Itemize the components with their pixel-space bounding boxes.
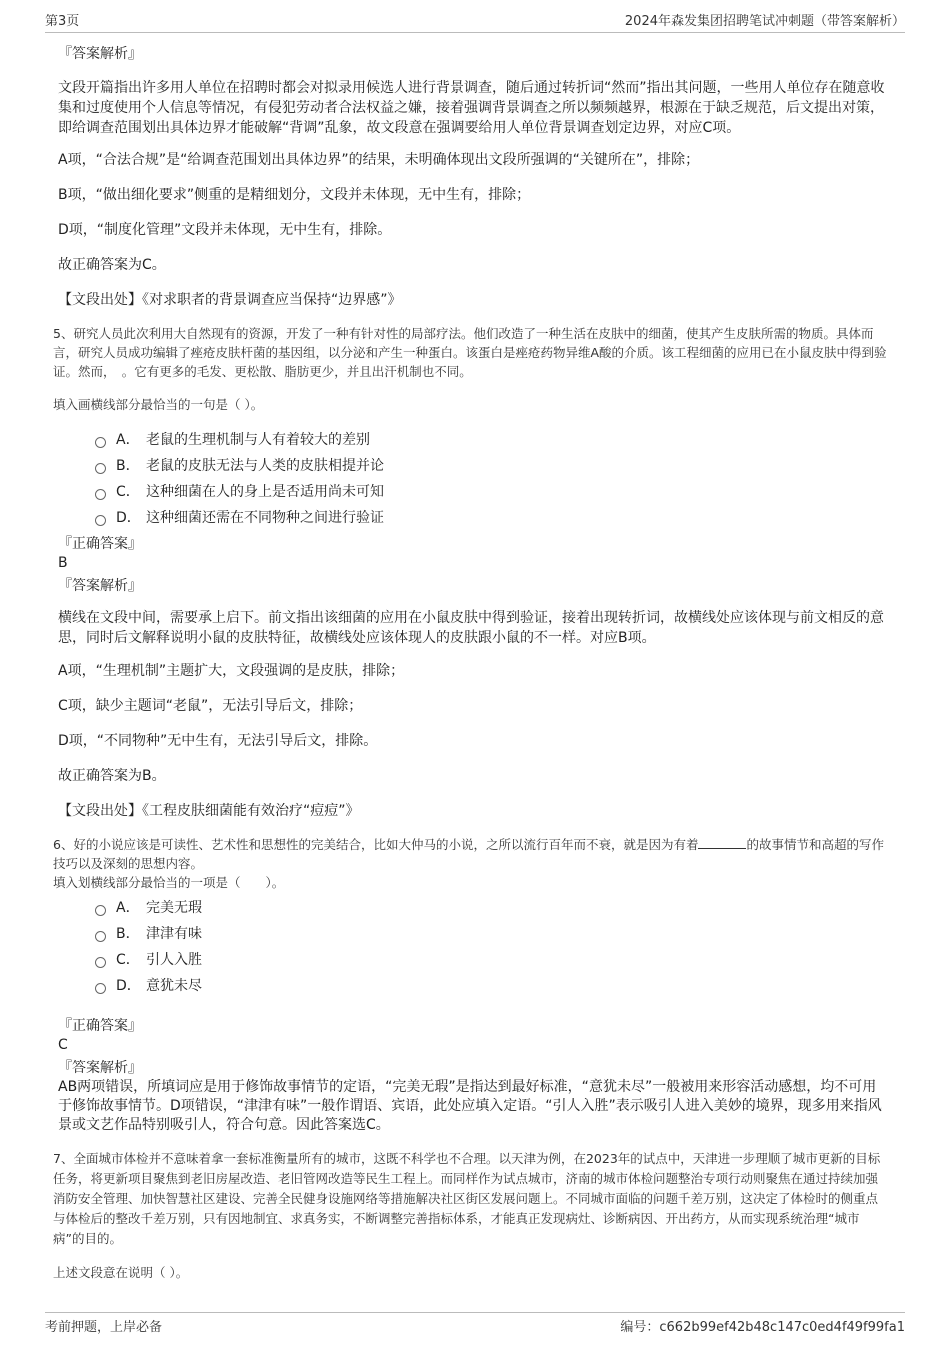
option-b[interactable]: B． 津津有味 bbox=[95, 920, 890, 946]
text-source: 【文段出处】《对求职者的背景调查应当保持“边界感”》 bbox=[58, 292, 402, 308]
radio-icon[interactable] bbox=[95, 931, 106, 942]
analysis-label: 『答案解析』 bbox=[58, 46, 142, 62]
radio-icon[interactable] bbox=[95, 463, 106, 474]
analysis-label: 『答案解析』 bbox=[58, 1060, 142, 1076]
page-footer bbox=[45, 1312, 905, 1335]
document-id: 编号：c662b99ef42b48c147c0ed4f49f99fa1 bbox=[620, 1320, 905, 1335]
question-7-prompt: 上述文段意在说明（ ）。 bbox=[53, 1265, 189, 1280]
analysis-text: 文段开篇指出许多用人单位在招聘时都会对拟录用候选人进行背景调查，随后通过转折词“然而”指出其问题，一些用人单位存在随意收集和过度使用个人信息等情况，有侵犯劳动者合法权益之嫌，接着强调背景调查之所以频频越界，根源在于缺乏规范，后文提出对策，即给调查范围划出具体边界才能破解“背调”乱象，故文段意在强调要给用人单位背景调查划定边界，对应C项。 bbox=[58, 80, 885, 136]
analysis-text: 横线在文段中间，需要承上启下。前文指出该细菌的应用在小鼠皮肤中得到验证，接着出现转折词，故横线处应该体现与前文相反的意思，同时后文解释说明小鼠的皮肤特征，故横线处应该体现人的皮肤跟小鼠的不一样。对应B项。 bbox=[58, 610, 884, 646]
question-6-text: 6、好的小说应该是可读性、艺术性和思想性的完美结合，比如大仲马的小说，之所以流行百年而不衰，就是因为有着 的故事情节和高超的写作技巧以及深刻的思想内容。 bbox=[53, 837, 884, 871]
question-7-text: 7、全面城市体检并不意味着拿一套标准衡量所有的城市，这既不科学也不合理。以天津为例，在2023年的试点中，天津进一步理顺了城市更新的目标任务，将更新项目聚焦到老旧房屋改造、老旧管网改造等民生工程上。而同样作为试点城市，济南的城市体检问题整治专项行动则聚焦在通过持续加强消防安全管理、加快智慧社区建设、完善全民健身设施网络等措施解决社区街区发展问题上。不同城市面临的问题千差万别，这决定了体检时的侧重点与体检后的整改千差万别，只有因地制宜、求真务实，不断调整完善指标体系，才能真正发现病灶、诊断病因、开出药方，从而实现系统治理“城市病”的目的。 bbox=[53, 1151, 881, 1246]
analysis-line-a: A项，“合法合规”是“给调查范围划出具体边界”的结果，未明确体现出文段所强调的“关键所在”，排除； bbox=[58, 152, 700, 168]
correct-answer-label: 『正确答案』 bbox=[58, 1018, 142, 1034]
document-title: 2024年森发集团招聘笔试冲刺题（带答案解析） bbox=[624, 14, 905, 29]
radio-icon[interactable] bbox=[95, 515, 106, 526]
main-content bbox=[55, 44, 890, 1282]
blank-line bbox=[698, 836, 746, 849]
analysis-line-b: B项，“做出细化要求”侧重的是精细划分，文段并未体现，无中生有，排除； bbox=[58, 187, 531, 203]
option-c[interactable]: C． 这种细菌在人的身上是否适用尚未可知 bbox=[95, 478, 890, 504]
radio-icon[interactable] bbox=[95, 983, 106, 994]
option-a[interactable]: A． 完美无瑕 bbox=[95, 894, 890, 920]
correct-answer-value: B bbox=[58, 555, 68, 571]
analysis-conclusion: 故正确答案为B。 bbox=[58, 768, 166, 784]
correct-answer-value: C bbox=[58, 1037, 68, 1053]
radio-icon[interactable] bbox=[95, 489, 106, 500]
analysis-conclusion: 故正确答案为C。 bbox=[58, 257, 166, 273]
page-number: 第3页 bbox=[45, 14, 80, 29]
question-6-options bbox=[95, 894, 890, 998]
analysis-line-c: C项，缺少主题词“老鼠”，无法引导后文，排除； bbox=[58, 698, 363, 714]
option-c[interactable]: C． 引人入胜 bbox=[95, 946, 890, 972]
analysis-label: 『答案解析』 bbox=[58, 578, 142, 594]
question-5-prompt: 填入画横线部分最恰当的一句是（ ）。 bbox=[53, 397, 264, 412]
radio-icon[interactable] bbox=[95, 437, 106, 448]
radio-icon[interactable] bbox=[95, 905, 106, 916]
analysis-line-a: A项，“生理机制”主题扩大，文段强调的是皮肤，排除； bbox=[58, 663, 405, 679]
correct-answer-label: 『正确答案』 bbox=[58, 536, 142, 552]
option-d[interactable]: D． 这种细菌还需在不同物种之间进行验证 bbox=[95, 504, 890, 530]
analysis-text: AB两项错误，所填词应是用于修饰故事情节的定语，“完美无瑕”是指达到最好标准，“意犹未尽”一般被用来形容活动感想，均不可用于修饰故事情节。D项错误，“津津有味”一般作谓语、宾语，此处应填入定语。“引人入胜”表示吸引人进入美妙的境界，现多用来指风景或文艺作品特别吸引人，符合句意。因此答案选C。 bbox=[58, 1079, 882, 1133]
analysis-line-d: D项，“不同物种”无中生有，无法引导后文，排除。 bbox=[58, 733, 378, 749]
page-header bbox=[45, 10, 905, 33]
question-6-prompt: 填入划横线部分最恰当的一项是（ ）。 bbox=[53, 875, 285, 890]
question-5-options bbox=[95, 426, 890, 530]
option-d[interactable]: D． 意犹未尽 bbox=[95, 972, 890, 998]
option-a[interactable]: A． 老鼠的生理机制与人有着较大的差别 bbox=[95, 426, 890, 452]
question-5-text: 5、研究人员此次利用大自然现有的资源，开发了一种有针对性的局部疗法。他们改造了一种生活在皮肤中的细菌，使其产生皮肤所需的物质。具体而言，研究人员成功编辑了痤疮皮肤杆菌的基因组，以分泌和产生一种蛋白。该蛋白是痤疮药物异维A酸的介质。该工程细菌的应用已在小鼠皮肤中得到验证。然而， 。它有更多的毛发、更松散、脂肪更少，并且出汗机制也不同。 bbox=[53, 326, 887, 379]
footer-slogan: 考前押题，上岸必备 bbox=[45, 1320, 163, 1335]
text-source: 【文段出处】《工程皮肤细菌能有效治疗“痘痘”》 bbox=[58, 803, 360, 819]
analysis-line-d: D项，“制度化管理”文段并未体现，无中生有，排除。 bbox=[58, 222, 392, 238]
option-b[interactable]: B． 老鼠的皮肤无法与人类的皮肤相提并论 bbox=[95, 452, 890, 478]
radio-icon[interactable] bbox=[95, 957, 106, 968]
